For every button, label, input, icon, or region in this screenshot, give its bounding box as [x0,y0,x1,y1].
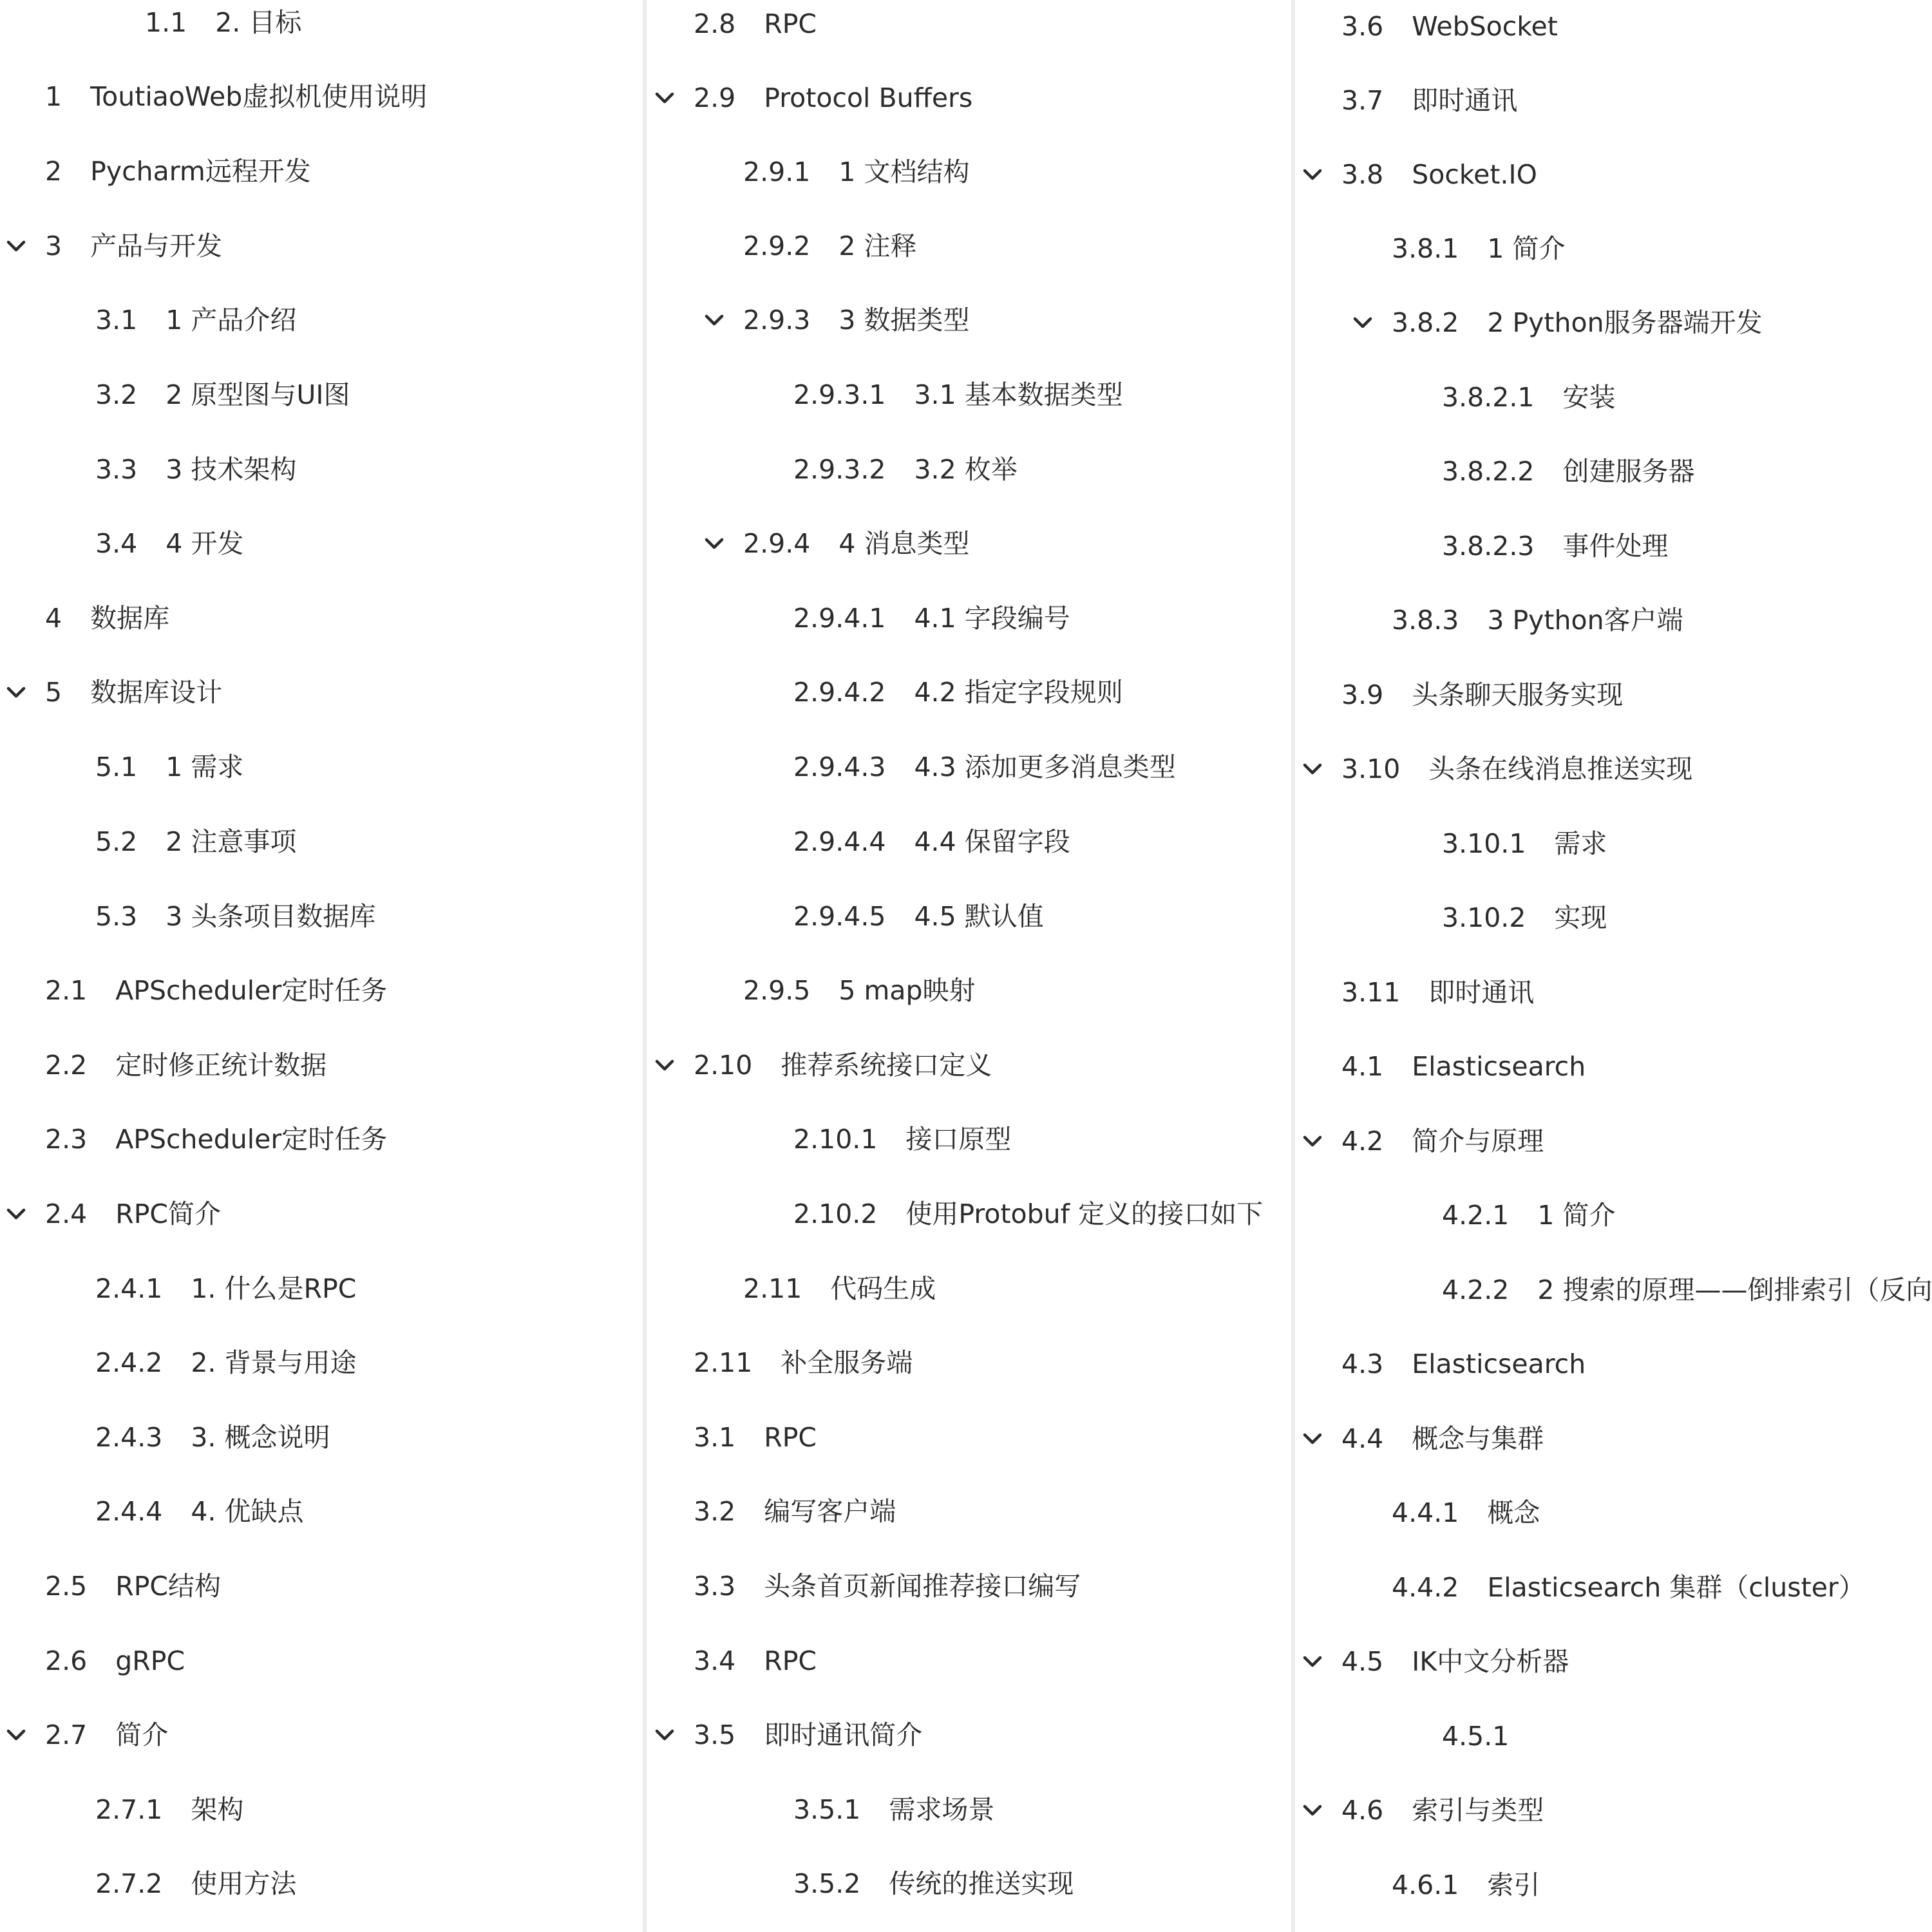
toc-item-number: 3.10 [1341,753,1401,784]
toc-item[interactable] [793,1861,1074,1906]
toc-item-number: 5.3 [95,901,138,932]
toc-item[interactable] [743,223,916,269]
toc-item[interactable] [694,1340,913,1385]
toc-item-number: 3.3 [95,454,138,485]
toc-item-label: 使用Protobuf 定义的接口如下 [905,1198,1264,1229]
toc-item-label: 补全服务端 [781,1347,913,1378]
toc-item-label: 4 消息类型 [838,528,970,559]
toc-item-number: 3.8.2.1 [1442,382,1535,413]
toc-item-number: 3.7 [1341,85,1384,116]
toc-item[interactable] [1442,1267,1932,1312]
toc-item-number: 2.1 [45,975,88,1006]
toc-item-number: 4.2.2 [1442,1274,1510,1305]
toc-item-label: Pycharm远程开发 [90,156,311,187]
toc-item-label: 3.2 枚举 [914,454,1018,485]
toc-item[interactable] [793,372,1123,417]
toc-item[interactable] [45,670,222,715]
toc-item[interactable] [1341,1119,1544,1164]
toc-item-number: 2.7.2 [95,1868,163,1899]
toc-item-label: 4.4 保留字段 [914,826,1070,857]
toc-item-number: 2.10.2 [793,1198,878,1229]
toc-item-label: Socket.IO [1412,159,1537,190]
toc-item-label: 1. 什么是RPC [191,1273,357,1304]
toc-item-number: 4.5.1 [1442,1721,1510,1752]
toc-item-number: 5.1 [95,752,138,782]
toc-item[interactable] [1442,449,1694,494]
toc-item[interactable] [694,1,817,46]
toc-item-label: 数据库 [90,603,170,634]
toc-item[interactable] [45,149,311,194]
toc-item[interactable] [1392,1565,1865,1610]
chevron-down-icon[interactable] [701,298,728,343]
toc-item-label: 即时通讯 [1412,85,1518,116]
toc-item[interactable] [743,521,969,566]
toc-item-number: 1.1 [145,7,187,38]
toc-item-label: APScheduler定时任务 [115,975,388,1006]
toc-item-number: 3.9 [1341,679,1384,710]
toc-item-number: 2.7 [45,1719,88,1750]
toc-item-label: 安装 [1562,382,1616,413]
toc-item[interactable] [793,1191,1263,1236]
toc-item[interactable] [1442,895,1607,940]
toc-item-number: 3.8.2.2 [1442,456,1535,487]
toc-item-label: 1 简介 [1537,1200,1616,1231]
toc-item-label: 概念 [1487,1497,1540,1528]
toc-item-label: 1 产品介绍 [166,305,297,336]
toc-item-label: gRPC [115,1645,185,1676]
toc-item-label: 4.5 默认值 [914,901,1044,932]
toc-item-label: 1 文档结构 [838,156,970,187]
toc-item[interactable] [743,1266,936,1311]
toc-item[interactable] [45,1638,185,1683]
toc-item-label: 1 简介 [1487,233,1566,264]
toc-item-label: 使用方法 [191,1868,297,1899]
toc-item-number: 3.5 [694,1719,736,1750]
toc-item-number: 2.11 [694,1347,753,1378]
toc-item[interactable] [95,1340,356,1385]
toc-item[interactable] [45,1117,387,1162]
toc-item[interactable] [1392,1862,1540,1908]
toc-item-label: 需求 [1554,828,1607,859]
toc-item-number: 2.9.4.2 [793,677,886,708]
toc-item[interactable] [95,1787,243,1832]
toc-item[interactable] [694,1489,896,1534]
toc-item[interactable] [45,1191,221,1236]
toc-item-number: 2.8 [694,8,736,39]
toc-item[interactable] [45,1043,327,1088]
toc-item[interactable] [145,0,301,45]
toc-item-number: 2.9.5 [743,975,811,1006]
toc-item-number: 2.9.4.4 [793,826,886,857]
toc-item[interactable] [1442,1714,1537,1759]
toc-item-label: 即时通讯简介 [764,1719,923,1750]
toc-item-label: 2 注释 [838,231,917,261]
toc-item-label: 5 map映射 [838,975,976,1006]
toc-item-label: 定时修正统计数据 [115,1050,327,1081]
toc-item-label: 头条在线消息推送实现 [1428,753,1693,784]
toc-item-number: 4.3 [1341,1349,1384,1379]
toc-item-number: 4.4.2 [1392,1572,1459,1603]
toc-item[interactable] [45,223,222,269]
toc-item-label: Elasticsearch [1412,1349,1586,1379]
toc-item-number: 3.8.2.3 [1442,531,1535,562]
toc-item-number: 3.4 [95,528,138,559]
toc-item-number: 4.6.1 [1392,1870,1459,1900]
toc-item[interactable] [793,894,1044,939]
toc-item-number: 1 [45,81,62,112]
toc-item-number: 2.3 [45,1124,88,1155]
toc-item-number: 4.5 [1341,1646,1384,1677]
toc-item-label: 2 搜索的原理——倒排索引（反向 [1537,1274,1932,1305]
toc-item[interactable] [793,744,1176,790]
toc-item-label: RPC结构 [115,1571,222,1602]
chevron-down-icon[interactable] [3,670,30,715]
toc-item-label: 索引与类型 [1412,1795,1544,1826]
toc-item-label: ToutiaoWeb虚拟机使用说明 [90,81,428,112]
toc-item-number: 3.2 [95,379,138,410]
toc-item-label: 4 开发 [166,528,244,559]
toc-item[interactable] [45,1564,221,1609]
toc-item[interactable] [95,1415,330,1460]
toc-item[interactable] [694,1712,922,1757]
toc-item[interactable] [95,372,350,417]
toc-item-label: RPC简介 [115,1198,222,1229]
toc-item[interactable] [1442,524,1668,569]
toc-item-number: 2.9.4 [743,528,811,559]
toc-item-label: 产品与开发 [90,231,223,261]
toc-item-label: Elasticsearch [1412,1051,1586,1082]
toc-item-number: 4.4 [1341,1423,1384,1454]
toc-column-3 [1295,0,1932,1932]
chevron-down-icon[interactable] [1349,300,1376,345]
toc-item-label: 接口原型 [905,1124,1012,1155]
toc-item[interactable] [1392,598,1683,643]
toc-item[interactable] [1442,1193,1615,1238]
toc-item-number: 2.9.4.5 [793,901,886,932]
toc-item[interactable] [1341,746,1692,791]
toc-item-number: 3.5.1 [793,1794,861,1825]
toc-item-label: 3 技术架构 [166,454,297,485]
toc-item[interactable] [1392,226,1565,271]
toc-item-label: 1 需求 [166,752,244,782]
toc-item-number: 4.4.1 [1392,1497,1459,1528]
toc-item-number: 2.4 [45,1198,88,1229]
toc-item-number: 2.7.1 [95,1794,163,1825]
toc-item-number: 3.1 [95,305,138,336]
toc-item[interactable] [95,819,296,864]
toc-item[interactable] [1341,4,1558,49]
toc-item-number: 2.9.2 [743,231,811,261]
toc-column-2 [647,0,1291,1932]
toc-item-number: 2.4.2 [95,1347,163,1378]
toc-item-label: RPC [764,1645,817,1676]
toc-item[interactable] [95,298,296,343]
toc-item-label: Protocol Buffers [764,82,973,113]
toc-item[interactable] [793,1117,1011,1162]
toc-item-number: 4.6 [1341,1795,1384,1826]
toc-item-label: 4.3 添加更多消息类型 [914,752,1176,782]
toc-item-number: 2.9.4.3 [793,752,886,782]
toc-item-label: 创建服务器 [1562,456,1695,487]
toc-item[interactable] [694,1415,817,1460]
toc-item[interactable] [793,1787,994,1832]
chevron-down-icon[interactable] [3,1712,30,1757]
toc-item-number: 3 [45,231,62,261]
chevron-down-icon[interactable] [1299,1416,1326,1461]
toc-item-label: 3.1 基本数据类型 [914,379,1123,410]
toc-item[interactable] [694,1638,817,1683]
toc-item-number: 2.9.4.1 [793,603,886,634]
toc-item-label: 3. 概念说明 [191,1422,330,1453]
toc-item-number: 3.10.2 [1442,902,1526,933]
toc-item[interactable] [793,447,1018,492]
toc-item-label: 数据库设计 [90,677,223,708]
toc-item-number: 2.9.3 [743,305,811,336]
toc-item-number: 2.9.3.2 [793,454,886,485]
toc-item-label: 2. 背景与用途 [191,1347,357,1378]
toc-item[interactable] [1392,1490,1540,1535]
toc-item-label: 概念与集群 [1412,1423,1544,1454]
toc-item-label: APScheduler定时任务 [115,1124,388,1155]
toc-item-number: 3.3 [694,1571,736,1602]
toc-item[interactable] [95,744,243,790]
toc-item[interactable] [1341,1639,1569,1684]
toc-item-label: 传统的推送实现 [889,1868,1074,1899]
toc-item-label: 索引 [1487,1870,1540,1900]
toc-item-number: 2.4.4 [95,1496,163,1527]
toc-item[interactable] [45,596,169,641]
toc-item-number: 3.8 [1341,159,1384,190]
toc-item-label: 事件处理 [1562,531,1669,562]
toc-item[interactable] [45,1712,168,1757]
toc-item-label: 头条首页新闻推荐接口编写 [764,1571,1081,1602]
toc-item-number: 4.2.1 [1442,1200,1510,1231]
toc-item[interactable] [1442,821,1607,866]
chevron-down-icon[interactable] [3,1191,30,1236]
toc-item[interactable] [95,521,243,566]
toc-item-number: 2.5 [45,1571,88,1602]
toc-item-number: 2.9.1 [743,156,811,187]
toc-item[interactable] [1341,78,1517,123]
toc-item-number: 2 [45,156,62,187]
toc-item-number: 2.4.1 [95,1273,163,1304]
toc-item-number: 2.4.3 [95,1422,163,1453]
toc-item[interactable] [793,596,1070,641]
toc-item[interactable] [1341,970,1534,1015]
toc-item-label: 2 注意事项 [166,826,297,857]
toc-item-label: 需求场景 [889,1794,995,1825]
toc-item[interactable] [793,670,1123,715]
toc-item-number: 3.11 [1341,977,1401,1008]
toc-item-label: 3 Python客户端 [1487,605,1683,636]
toc-item-label: 推荐系统接口定义 [781,1050,992,1081]
toc-item[interactable] [1341,1416,1544,1461]
toc-item[interactable] [694,75,972,120]
toc-item[interactable] [1341,1341,1586,1387]
toc-item[interactable] [694,1564,1081,1609]
toc-item-label: IK中文分析器 [1412,1646,1569,1677]
toc-item-number: 2.11 [743,1273,802,1304]
toc-item-label: Elasticsearch 集群（cluster） [1487,1572,1865,1603]
toc-item-label: 实现 [1554,902,1607,933]
toc-item-label: 架构 [191,1794,244,1825]
toc-item-label: RPC [764,1422,817,1453]
toc-item-number: 3.8.1 [1392,233,1459,264]
toc-item-label: WebSocket [1412,11,1558,42]
toc-item[interactable] [45,74,427,119]
toc-item-number: 3.10.1 [1442,828,1526,859]
toc-item-number: 5.2 [95,826,138,857]
chevron-down-icon[interactable] [1299,746,1326,791]
chevron-down-icon[interactable] [3,223,30,269]
toc-item[interactable] [45,968,387,1013]
toc-item[interactable] [95,447,296,492]
toc-item[interactable] [1341,1044,1586,1089]
toc-item-label: 4.1 字段编号 [914,603,1070,634]
toc-item[interactable] [1341,672,1623,717]
toc-item[interactable] [95,1266,356,1311]
toc-item-number: 2.9.3.1 [793,379,886,410]
chevron-down-icon[interactable] [1299,1788,1326,1833]
chevron-down-icon[interactable] [1299,1639,1326,1684]
toc-item[interactable] [1442,375,1615,420]
toc-item-number: 3.2 [694,1496,736,1527]
toc-item-number: 4.1 [1341,1051,1384,1082]
toc-item-number: 3.1 [694,1422,736,1453]
toc-item-number: 2.10 [694,1050,753,1081]
toc-item-number: 3.8.3 [1392,605,1459,636]
toc-item[interactable] [95,1861,296,1906]
toc-item-label: RPC [764,8,817,39]
toc-item-number: 2.6 [45,1645,88,1676]
toc-item[interactable] [793,819,1070,864]
toc-item[interactable] [743,298,969,343]
toc-item-number: 3.5.2 [793,1868,861,1899]
toc-item-label: 编写客户端 [764,1496,896,1527]
toc-item-label: 简介 [115,1719,169,1750]
toc-item-number: 5 [45,677,62,708]
toc-item[interactable] [95,1489,303,1534]
toc-item-label: 2 原型图与UI图 [166,379,350,410]
toc-item-number: 3.8.2 [1392,307,1459,338]
toc-item[interactable] [743,149,969,194]
toc-item[interactable] [1341,1788,1544,1833]
toc-item-number: 3.4 [694,1645,736,1676]
toc-item-number: 4.2 [1341,1126,1384,1157]
toc-item-label: 2. 目标 [215,7,302,38]
toc-item-label: 4. 优缺点 [191,1496,304,1527]
toc-item[interactable] [95,894,375,939]
chevron-down-icon[interactable] [651,1712,678,1757]
toc-item-label: 简介与原理 [1412,1126,1544,1157]
toc-item-label: 即时通讯 [1428,977,1535,1008]
toc-item-number: 3.6 [1341,11,1384,42]
toc-item-label: 代码生成 [830,1273,936,1304]
toc-item[interactable] [1392,300,1763,345]
chevron-down-icon[interactable] [1299,152,1326,197]
toc-item[interactable] [743,968,976,1013]
toc-item-number: 2.9 [694,82,736,113]
chevron-down-icon[interactable] [1299,1119,1326,1164]
toc-item-number: 2.10.1 [793,1124,878,1155]
toc-item[interactable] [1341,152,1537,197]
toc-column-1 [0,0,644,1932]
toc-item-label: 3 数据类型 [838,305,970,336]
toc-item-label: 2 Python服务器端开发 [1487,307,1763,338]
toc-item-label: 4.2 指定字段规则 [914,677,1123,708]
toc-item-label: 头条聊天服务实现 [1412,679,1624,710]
chevron-down-icon[interactable] [701,521,728,566]
chevron-down-icon[interactable] [651,1043,678,1088]
toc-item[interactable] [694,1043,992,1088]
toc-item-label: 3 头条项目数据库 [166,901,376,932]
toc-item-number: 4 [45,603,62,634]
toc-item-number: 2.2 [45,1050,88,1081]
chevron-down-icon[interactable] [651,75,678,120]
